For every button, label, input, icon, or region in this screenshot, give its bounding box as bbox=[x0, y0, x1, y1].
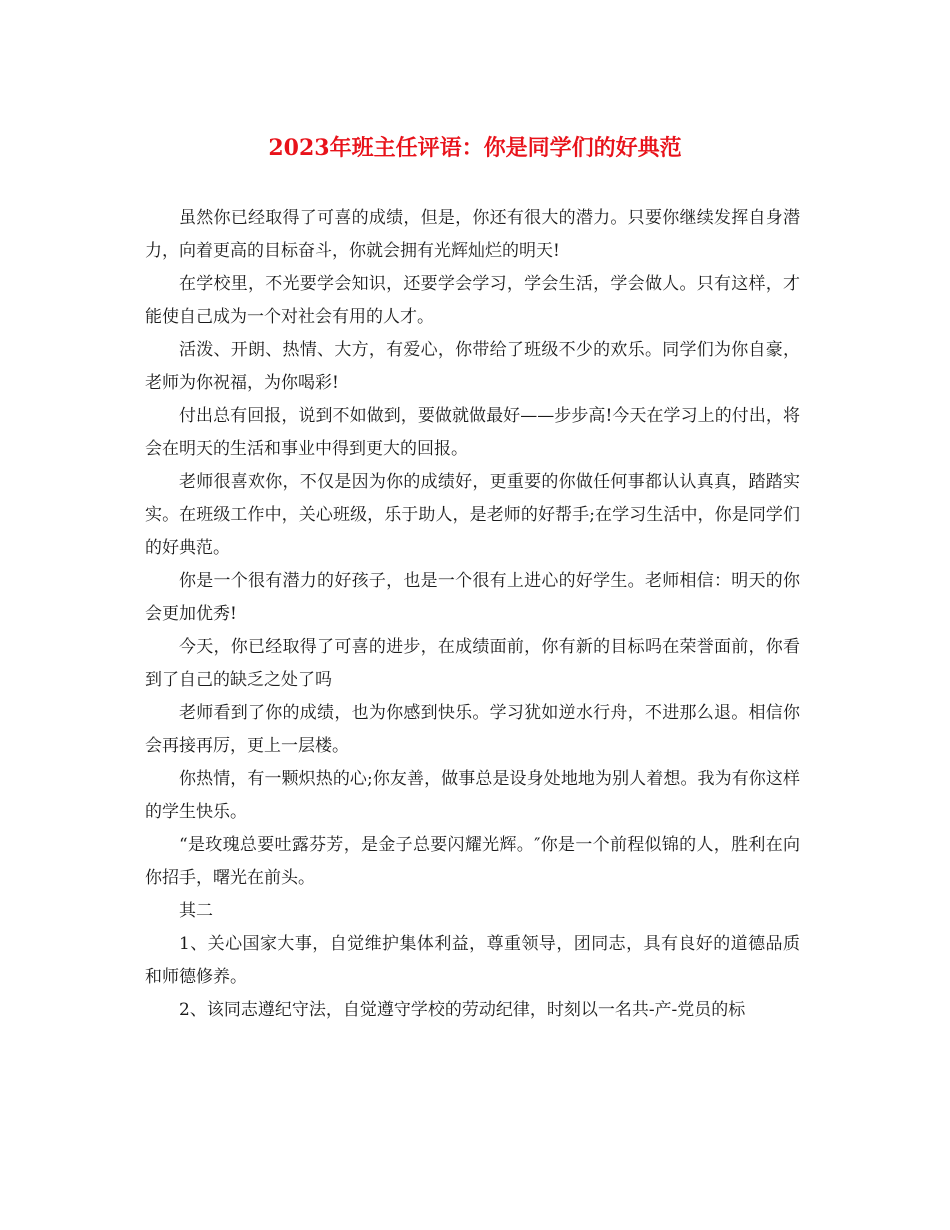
numbered-item: 2、该同志遵纪守法，自觉遵守学校的劳动纪律，时刻以一名共-产-党员的标 bbox=[179, 1000, 746, 1020]
paragraph: 付出总有回报，说到不如做到，要做就做最好——步步高!今天在学习上的付出，将会在明天的生活和事业中得到更大的回报。 bbox=[145, 406, 800, 459]
paragraph: 你热情，有一颗炽热的心;你友善，做事总是设身处地地为别人着想。我为有你这样的学生快乐。 bbox=[145, 769, 800, 822]
document-title: 2023年班主任评语：你是同学们的好典范 bbox=[268, 135, 682, 161]
paragraph: 老师看到了你的成绩，也为你感到快乐。学习犹如逆水行舟，不进那么退。相信你会再接再厉，更上一层楼。 bbox=[145, 703, 800, 756]
numbered-item: 1、关心国家大事，自觉维护集体利益，尊重领导，团同志，具有良好的道德品质和师德修养。 bbox=[145, 934, 800, 987]
paragraph: “是玫瑰总要吐露芬芳，是金子总要闪耀光辉。″你是一个前程似锦的人，胜利在向你招手，曙光在前头。 bbox=[145, 835, 800, 888]
paragraph: 在学校里，不光要学会知识，还要学会学习，学会生活，学会做人。只有这样，才能使自己成为一个对社会有用的人才。 bbox=[145, 274, 800, 327]
paragraph: 虽然你已经取得了可喜的成绩，但是，你还有很大的潜力。只要你继续发挥自身潜力，向着更高的目标奋斗，你就会拥有光辉灿烂的明天! bbox=[145, 208, 800, 261]
document-body bbox=[145, 202, 800, 1027]
section-heading: 其二 bbox=[179, 901, 213, 921]
paragraph: 活泼、开朗、热情、大方，有爱心，你带给了班级不少的欢乐。同学们为你自豪，老师为你祝福，为你喝彩! bbox=[145, 340, 800, 393]
paragraph: 今天，你已经取得了可喜的进步，在成绩面前，你有新的目标吗在荣誉面前，你看到了自己的缺乏之处了吗 bbox=[145, 637, 800, 690]
paragraph: 你是一个很有潜力的好孩子，也是一个很有上进心的好学生。老师相信：明天的你会更加优秀! bbox=[145, 571, 800, 624]
paragraph: 老师很喜欢你，不仅是因为你的成绩好，更重要的你做任何事都认认真真，踏踏实实。在班级工作中，关心班级，乐于助人，是老师的好帮手;在学习生活中，你是同学们的好典范。 bbox=[145, 472, 800, 558]
